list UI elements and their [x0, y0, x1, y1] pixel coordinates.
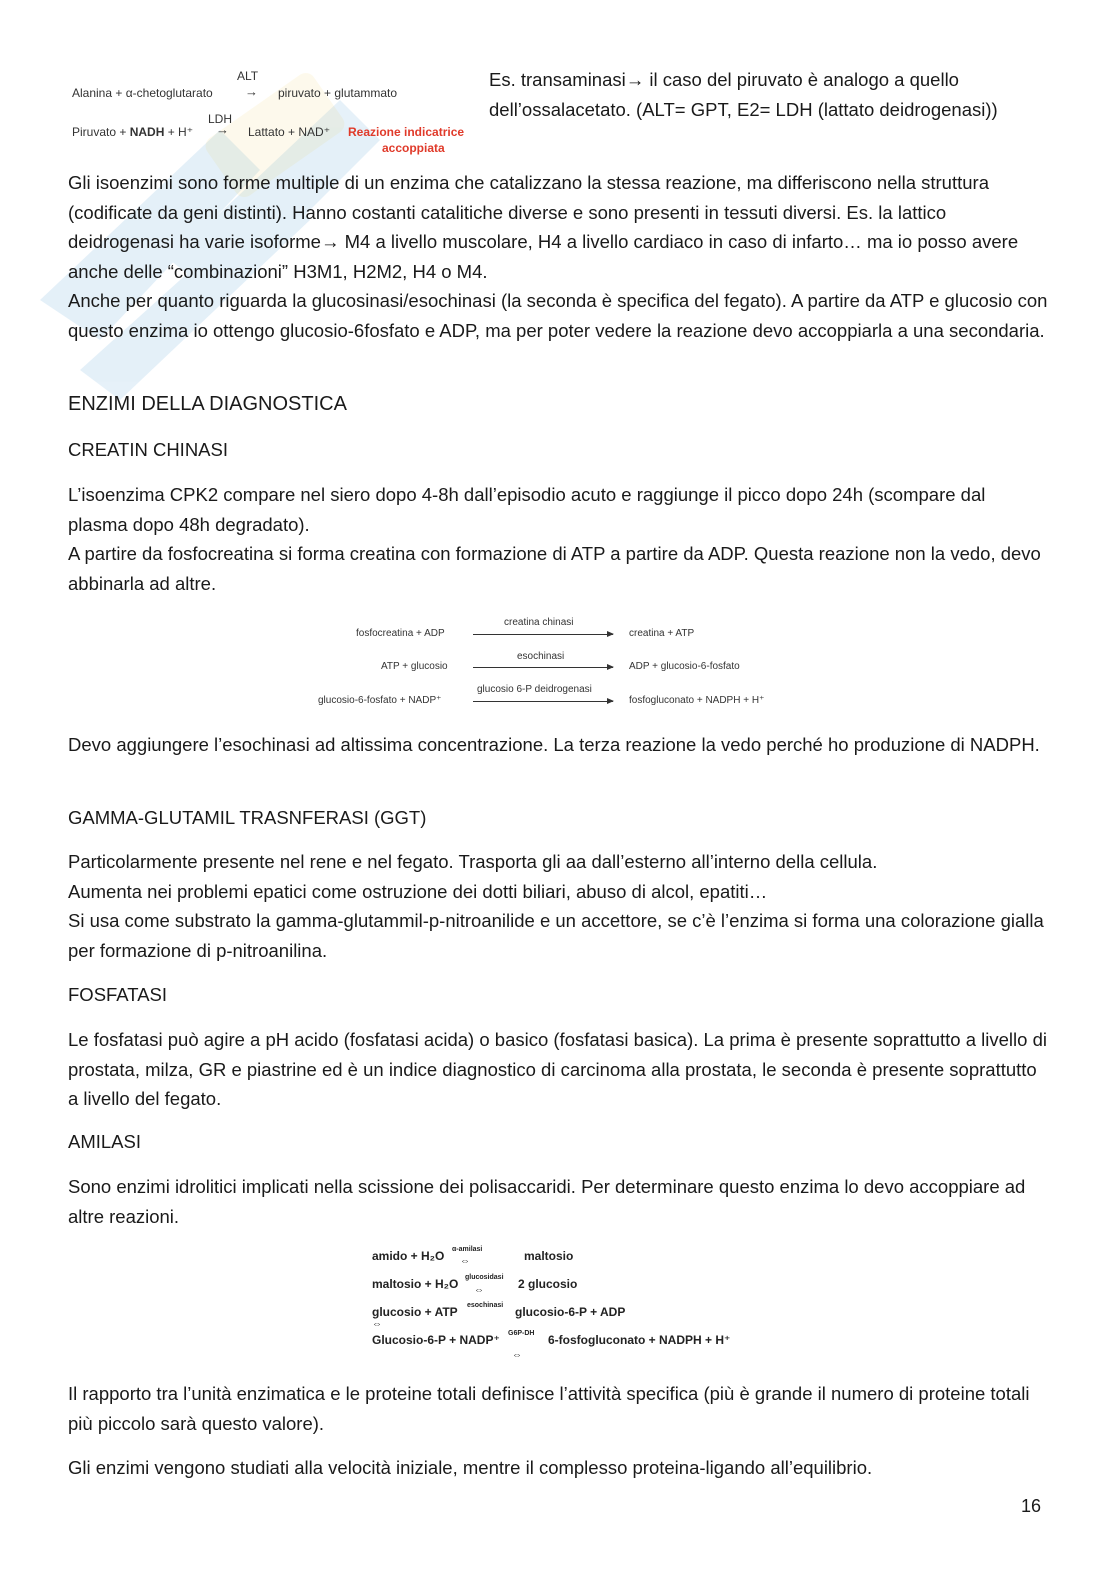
- am-r2-enzyme: glucosidasi: [465, 1274, 504, 1281]
- fosfocreatina-paragraph: A partire da fosfocreatina si forma creatina con formazione di ATP a partire da ADP. Questa reazione non la vedo, devo abbinarla ad altre.: [68, 543, 1041, 594]
- am-r1-enzyme: α-amilasi: [452, 1246, 483, 1253]
- ck-r2-left: ATP + glucosio: [381, 661, 448, 672]
- rapporto-paragraph: Il rapporto tra l’unità enzimatica e le proteine totali definisce l’attività specifica (più è grande il numero di proteine totali più piccolo sarà questo valore).: [68, 1383, 1030, 1434]
- piruvato-reagents: Piruvato + NADH + H⁺: [72, 125, 194, 139]
- double-arrow-icon: ⇔: [460, 1256, 470, 1267]
- arrow-icon: [473, 667, 613, 668]
- am-r1-right: maltosio: [524, 1249, 574, 1263]
- ck-r3-left: glucosio-6-fosfato + NADP⁺: [318, 695, 442, 706]
- am-r1-left: amido + H₂O: [372, 1249, 445, 1263]
- arrow-icon: [473, 701, 613, 702]
- alt-enzyme-label: ALT: [237, 69, 259, 83]
- ck-r3-enzyme: glucosio 6-P deidrogenasi: [477, 684, 592, 695]
- glucosinasi-paragraph: Anche per quanto riguarda la glucosinasi/esochinasi (la seconda è specifica del fegato). A partire da ATP e glucosio con questo enzima io ottengo glucosio-6fosfato e ADP, ma per poter vedere la reazione devo accoppiarla a una secondaria.: [68, 290, 1048, 341]
- alanina-reagents: Alanina + α-chetoglutarato: [72, 86, 213, 100]
- am-r4-enzyme: G6P-DH: [508, 1330, 535, 1337]
- am-r4-right: 6-fosfogluconato + NADPH + H⁺: [548, 1333, 731, 1347]
- am-r3-right: glucosio-6-P + ADP: [515, 1305, 626, 1319]
- arrow-icon: [473, 634, 613, 635]
- reaction-label-line2: accoppiata: [382, 141, 445, 155]
- piruvato-products: piruvato + glutammato: [278, 86, 398, 100]
- section-heading-fosfatasi: FOSFATASI: [68, 984, 168, 1005]
- ck-r3-right: fosfogluconato + NADPH + H⁺: [629, 695, 765, 706]
- lattato-products: Lattato + NAD⁺: [248, 125, 331, 139]
- section-heading-amilasi: AMILASI: [68, 1131, 141, 1152]
- am-r4-left: Glucosio-6-P + NADP⁺: [372, 1333, 500, 1347]
- section-heading-creatin: CREATIN CHINASI: [68, 439, 229, 460]
- ggt-paragraph-3: Si usa come substrato la gamma-glutammil-p-nitroanilide e un accettore, se c’è l’enzima si forma una colorazione gialla per formazione di p-nitroanilina.: [68, 910, 1044, 961]
- fosfatasi-paragraph: Le fosfatasi può agire a pH acido (fosfatasi acida) o basico (fosfatasi basica). La prima è presente soprattutto a livello di prostata, milza, GR e piastrine ed è un indice diagnostico di carcinoma alla prostata, le seconda è presente soprattutto a livello del fegato.: [68, 1029, 1047, 1109]
- esochinasi-paragraph: Devo aggiungere l’esochinasi ad altissima concentrazione. La terza reazione la vedo perché ho produzione di NADPH.: [68, 734, 1040, 755]
- ck-r1-enzyme: creatina chinasi: [504, 617, 574, 628]
- ggt-paragraph-2: Aumenta nei problemi epatici come ostruzione dei dotti biliari, abuso di alcol, epatiti…: [68, 881, 768, 902]
- section-heading-ggt: GAMMA-GLUTAMIL TRASNFERASI (GGT): [68, 807, 427, 828]
- am-r3-enzyme: esochinasi: [467, 1302, 504, 1309]
- isoenzimi-paragraph: Gli isoenzimi sono forme multiple di un enzima che catalizzano la stessa reazione, ma differiscono nella struttura (codificate da geni distinti). Hanno costanti catalitiche diverse e sono presenti in tessuti diversi. Es. la lattico deidrogenasi ha varie isoforme→ M4 a livello muscolare, H4 a livello cardiaco in caso di infarto… ma io posso avere anche delle “combinazioni” H3M1, H2M2, H4 o M4.: [68, 172, 1019, 282]
- ggt-paragraph-1: Particolarmente presente nel rene e nel fegato. Trasporta gli aa dall’esterno all’interno della cellula.: [68, 851, 878, 872]
- page-number: 16: [1021, 1496, 1042, 1516]
- velocita-paragraph: Gli enzimi vengono studiati alla velocità iniziale, mentre il complesso proteina-ligando all’equilibrio.: [68, 1457, 873, 1478]
- double-arrow-icon: ⇔: [372, 1319, 382, 1330]
- am-r3-left: glucosio + ATP: [372, 1305, 458, 1319]
- cpk2-paragraph: L’isoenzima CPK2 compare nel siero dopo 4-8h dall’episodio acuto e raggiunge il picco dopo 24h (scompare dal plasma dopo 48h degradato).: [68, 484, 986, 535]
- ck-r1-left: fosfocreatina + ADP: [356, 628, 445, 639]
- arrow-icon: →: [245, 84, 258, 99]
- arrow-icon: →: [216, 122, 229, 137]
- ck-r2-enzyme: esochinasi: [517, 651, 565, 662]
- amilasi-paragraph: Sono enzimi idrolitici implicati nella scissione dei polisaccaridi. Per determinare questo enzima lo devo accoppiare ad altre reazioni.: [68, 1176, 1026, 1227]
- am-r2-left: maltosio + H₂O: [372, 1277, 459, 1291]
- ck-r1-right: creatina + ATP: [629, 628, 695, 639]
- double-arrow-icon: ⇔: [512, 1350, 522, 1361]
- ldh-enzyme-label: LDH: [208, 112, 233, 126]
- ck-r2-right: ADP + glucosio-6-fosfato: [629, 661, 740, 672]
- intro-paragraph: Es. transaminasi→ il caso del piruvato è analogo a quello dell’ossalacetato. (ALT= GPT, E2= LDH (lattato deidrogenasi)): [489, 69, 998, 120]
- section-heading-enzimi: ENZIMI DELLA DIAGNOSTICA: [68, 393, 347, 415]
- reaction-label-line1: Reazione indicatrice: [348, 125, 465, 139]
- double-arrow-icon: ⇔: [474, 1285, 484, 1296]
- am-r2-right: 2 glucosio: [518, 1277, 578, 1291]
